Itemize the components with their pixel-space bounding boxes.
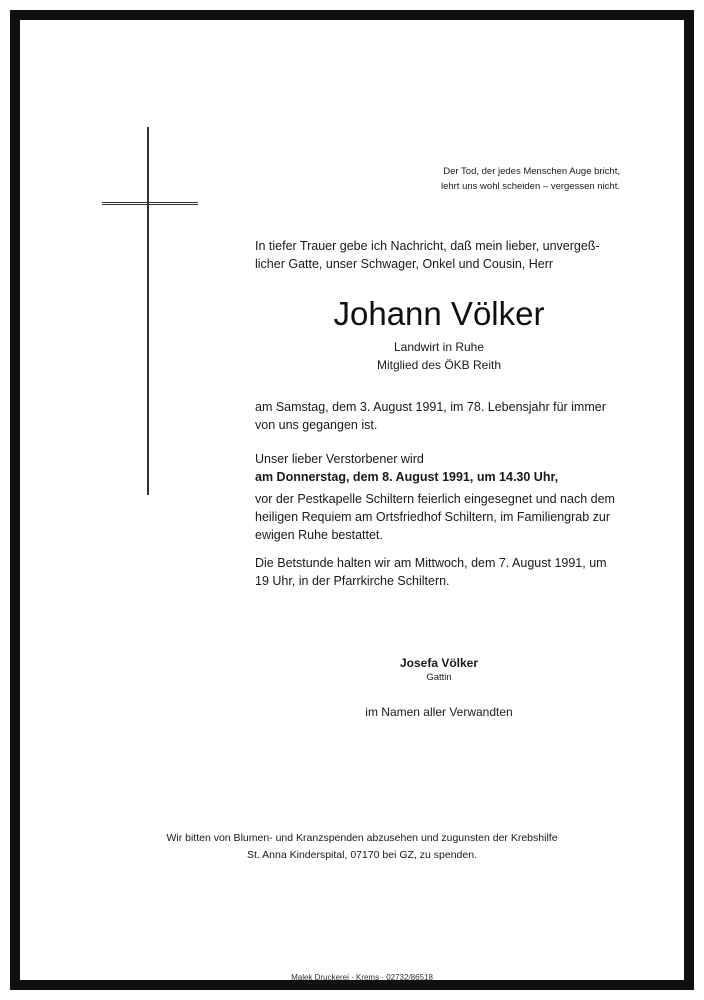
notice-frame [10,10,694,990]
funeral-line: ewigen Ruhe bestattet. [255,528,383,542]
cross-icon [147,127,149,495]
funeral-intro [255,450,623,486]
cross-icon-bar [102,202,198,205]
subtitle-line: Mitglied des ÖKB Reith [376,358,502,372]
funeral-paragraph [255,490,623,544]
request-line: Wir bitten von Blumen- und Kranzspenden abzusehen und zugunsten der Krebshilfe [166,832,558,844]
death-paragraph [255,398,623,434]
funeral-line: heiligen Requiem am Ortsfriedhof Schiltern, im Familiengrab zur [255,510,611,524]
prayer-line: Die Betstunde halten wir am Mittwoch, dem 7. August 1991, um [255,556,607,570]
intro-line: In tiefer Trauer gebe ich Nachricht, daß mein lieber, unvergeß- [255,239,600,253]
motto-line: lehrt uns wohl scheiden – vergessen nicht. [440,181,620,192]
funeral-line: vor der Pestkapelle Schiltern feierlich eingesegnet und nach dem [255,492,615,506]
prayer-paragraph [255,554,623,590]
death-line: von uns gegangen ist. [255,418,378,432]
prayer-line: 19 Uhr, in der Pfarrkirche Schiltern. [255,574,450,588]
signer-role: Gattin [426,672,452,683]
printer-imprint: Malek Druckerei · Krems · 02732/86518 [291,973,433,982]
request-line: St. Anna Kinderspital, 07170 bei GZ, zu spenden. [247,849,477,861]
signature [255,655,623,684]
death-line: am Samstag, dem 3. August 1991, im 78. Lebensjahr für immer [255,400,606,414]
relatives-line: im Namen aller Verwandten [365,705,513,719]
motto [360,164,620,194]
deceased-subtitle [255,338,623,374]
intro-paragraph [255,237,623,273]
funeral-date: am Donnerstag, dem 8. August 1991, um 14.30 Uhr, [255,470,559,484]
motto-line: Der Tod, der jedes Menschen Auge bricht, [443,166,620,177]
intro-line: licher Gatte, unser Schwager, Onkel und Cousin, Herr [255,257,554,271]
subtitle-line: Landwirt in Ruhe [393,340,485,354]
funeral-intro-line: Unser lieber Verstorbener wird [255,452,424,466]
donation-request [20,830,704,864]
signer-name: Josefa Völker [399,656,479,670]
deceased-name: Johann Völker [333,295,545,332]
